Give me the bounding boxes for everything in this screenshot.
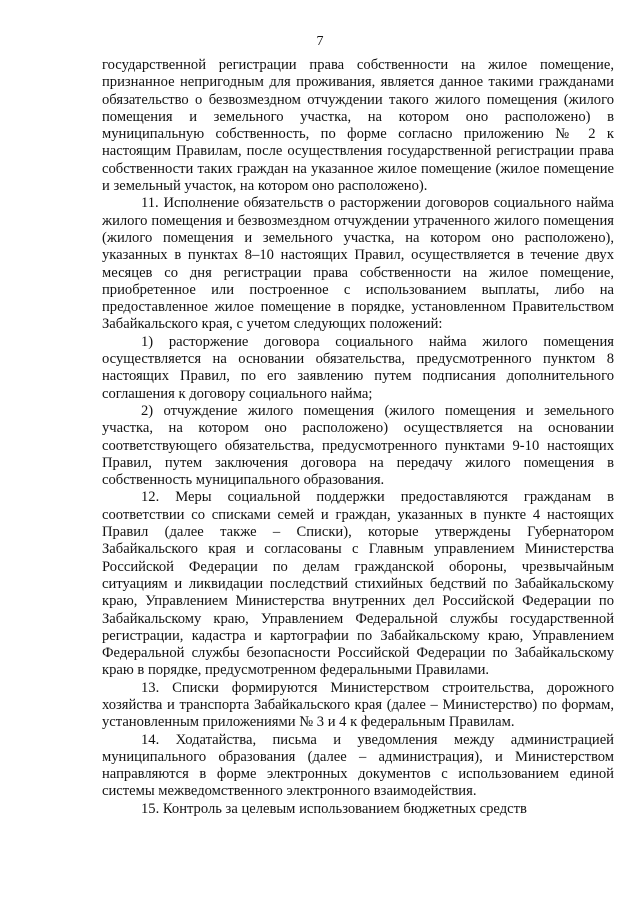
page-number: 7 bbox=[316, 34, 324, 49]
paragraph-subclause-2: 2) отчуждение жилого помещения (жилого помещения и земельного участка, на котором оно расположено) осуществляется на основании соответствующего обязательства, предусмотренного пунктами 9-10 настоящих Правил, путем заключения договора на передачу жилого помещения в собственность муниципального образования. bbox=[102, 402, 614, 489]
paragraph-clause-11: 11. Исполнение обязательств о расторжении договоров социального найма жилого помещения и безвозмездном отчуждении утраченного жилого помещения (жилого помещения и земельного участка, на котором оно расположено), указанных в пунктах 8–10 настоящих Правил, осуществляется в течение двух месяцев со дня регистрации права собственности на жилое помещение, приобретенное или построенное с использованием выплаты, либо на предоставленное жилое помещение в порядке, установленном Правительством Забайкальского края, с учетом следующих положений: bbox=[102, 195, 614, 333]
paragraph-continuation: государственной регистрации права собственности на жилое помещение, признанное непригодным для проживания, является данное такими гражданами обязательство о безвозмездном отчуждении такого жилого помещения (жилого помещения и земельного участка, на котором оно расположено) в муниципальную собственность, по форме согласно приложению № 2 к настоящим Правилам, после осуществления государственной регистрации права собственности таких граждан на указанное жилое помещение (жилое помещение и земельный участок, на котором оно расположено). bbox=[102, 57, 614, 195]
paragraph-clause-13: 13. Списки формируются Министерством строительства, дорожного хозяйства и транспорта Забайкальского края (далее – Министерство) по формам, установленным приложениями № 3 и 4 к федеральным Правилам. bbox=[102, 679, 614, 731]
paragraph-clause-12: 12. Меры социальной поддержки предоставляются гражданам в соответствии со списками семей и граждан, указанных в пункте 4 настоящих Правил (далее также – Списки), которые утверждены Губернатором Забайкальского края и согласованы с Главным управлением Министерства Российской Федерации по делам гражданской обороны, чрезвычайным ситуациям и ликвидации последствий стихийных бедствий по Забайкальскому краю, Управлением Министерства внутренних дел Российской Федерации по Забайкальскому краю, Управлением Федеральной службы государственной регистрации, кадастра и картографии по Забайкальскому краю, Управлением Федеральной службы безопасности Российской Федерации по Забайкальскому краю в порядке, предусмотренном федеральными Правилами. bbox=[102, 489, 614, 679]
paragraph-subclause-1: 1) расторжение договора социального найма жилого помещения осуществляется на основании обязательства, предусмотренного пунктом 8 настоящих Правил, по его заявлению путем подписания дополнительного соглашения к договору социального найма; bbox=[102, 333, 614, 402]
document-body bbox=[102, 57, 614, 818]
paragraph-clause-14: 14. Ходатайства, письма и уведомления между администрацией муниципального образования (далее – администрация), и Министерством направляются в форме электронных документов с использованием единой системы межведомственного электронного взаимодействия. bbox=[102, 731, 614, 800]
paragraph-clause-15: 15. Контроль за целевым использованием бюджетных средств bbox=[141, 800, 527, 817]
